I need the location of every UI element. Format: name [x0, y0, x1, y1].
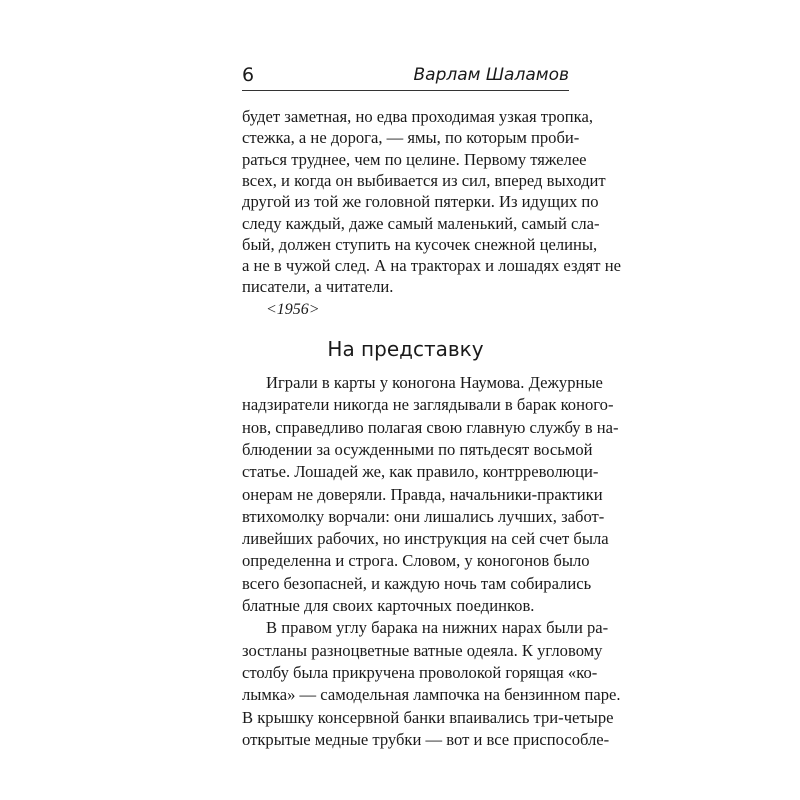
page-number: 6 — [242, 64, 255, 86]
text-line: другой из той же головной пятерки. Из идущих по — [242, 192, 599, 212]
text-line: надзиратели никогда не заглядывали в барак коного- — [242, 395, 614, 415]
text-line: нов, справедливо полагая свою главную службу в на- — [242, 417, 619, 437]
text-line: следу каждый, даже самый маленький, самый сла- — [242, 213, 600, 233]
text-line: стежка, а не дорога, — ямы, по которым проби- — [242, 128, 580, 148]
text-line: определенна и строга. Словом, у коногонов было — [242, 551, 590, 571]
text-line: Играли в карты у коногона Наумова. Дежурные — [266, 373, 603, 392]
running-title: Варлам Шаламов — [413, 65, 569, 85]
story-title: На представку — [327, 337, 484, 361]
text-line: всех, и когда он выбивается из сил, вперед выходит — [242, 170, 606, 190]
text-line: втихомолку ворчали: они лишались лучших, забот- — [242, 506, 605, 526]
text-line: раться труднее, чем по целине. Первому тяжелее — [242, 149, 587, 169]
text-line: писатели, а читатели. — [242, 277, 394, 297]
text-line: всего безопасней, и каждую ночь там собирались — [242, 573, 592, 593]
text-line: блатные для своих карточных поединков. — [242, 596, 535, 615]
text-line: ливейших рабочих, но инструкция на сей счет была — [242, 529, 609, 549]
text-line: открытые медные трубки — вот и все приспособле- — [242, 729, 610, 749]
text-line: В правом углу барака на нижних нарах были ра- — [266, 618, 609, 638]
page-header — [242, 62, 569, 91]
text-line: блюдении за осужденными по пятьдесят восьмой — [242, 439, 593, 459]
story-date: <1956> — [266, 301, 320, 318]
text-line: бый, должен ступить на кусочек снежной целины, — [242, 234, 598, 254]
text-line: В крышку консервной банки впаивались три-четыре — [242, 707, 614, 727]
text-line: а не в чужой след. А на тракторах и лошадях ездят не — [242, 256, 621, 276]
text-line: онерам не доверяли. Правда, начальники-практики — [242, 484, 603, 504]
text-line: столбу была прикручена проволокой горящая «ко- — [242, 662, 598, 682]
text-line: зостланы разноцветные ватные одеяла. К угловому — [242, 640, 603, 660]
text-line: будет заметная, но едва проходимая узкая тропка, — [242, 107, 593, 126]
text-line: лымка» — самодельная лампочка на бензинном паре. — [242, 685, 621, 705]
text-line: статье. Лошадей же, как правило, контрреволюци- — [242, 462, 599, 482]
